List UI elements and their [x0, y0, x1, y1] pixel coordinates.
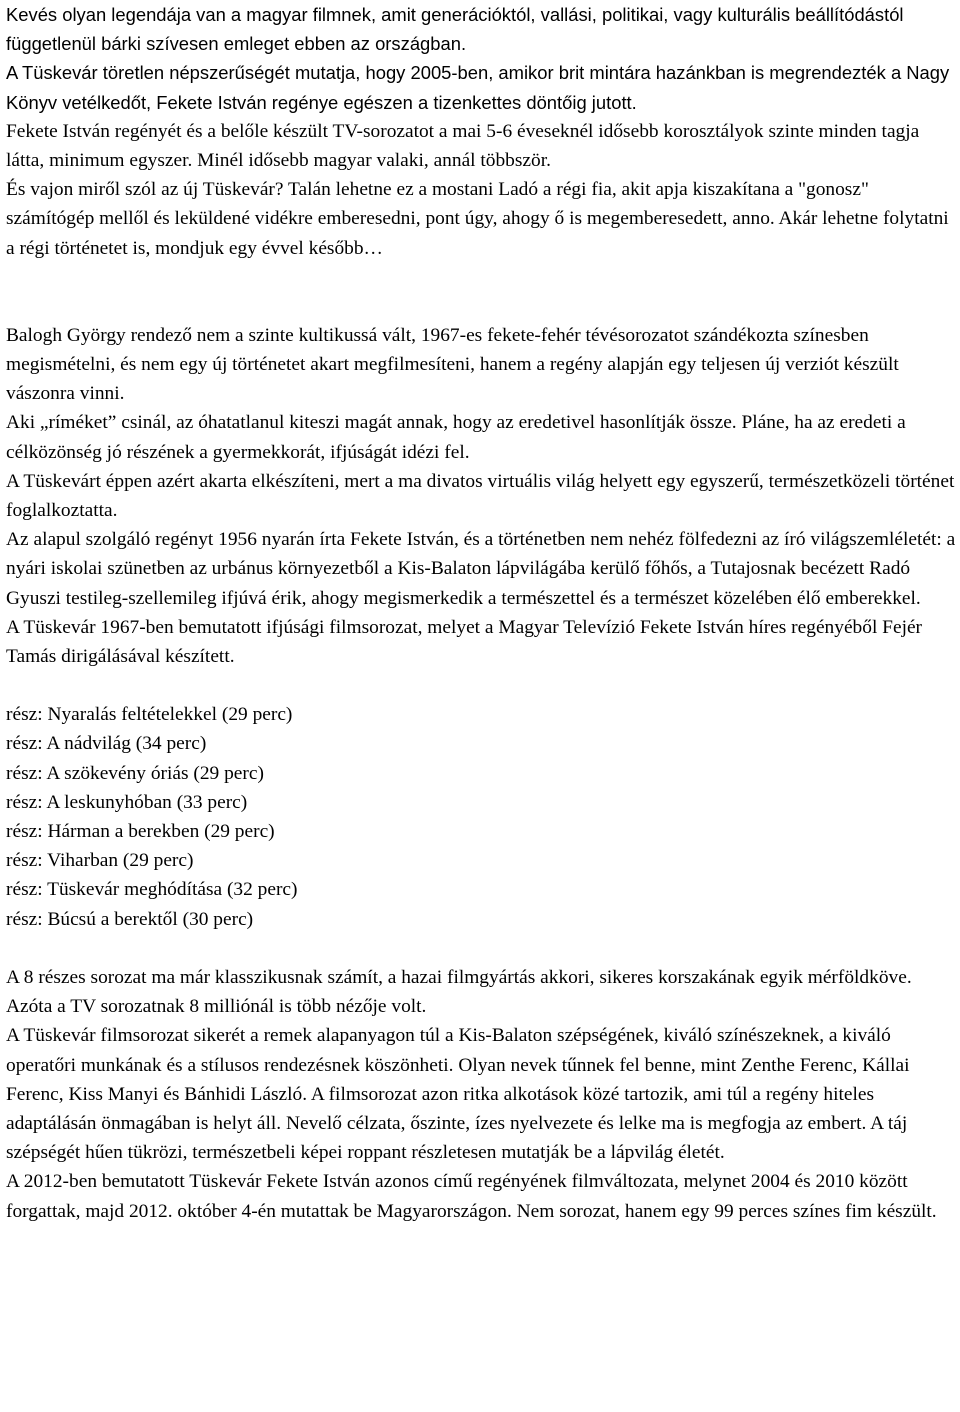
episode-item: rész: Tüskevár meghódítása (32 perc) — [6, 879, 298, 901]
section-spacer — [6, 263, 956, 321]
body-section — [6, 321, 956, 671]
episode-item: rész: A leskunyhóban (33 perc) — [6, 791, 248, 813]
outro-paragraph-3: A 2012-ben bemutatott Tüskevár Fekete István azonos című regényének filmváltozata, melynet 2004 és 2010 között forgattak, majd 2012. október 4-én mutattak be Magyarországon. Nem sorozat, hanem egy 99 perces színes fim készült. — [6, 1171, 937, 1222]
outro-paragraph-2: A Tüskevár filmsorozat sikerét a remek alapanyagon túl a Kis-Balaton szépségének, kiváló színészeknek, a kiváló operatőri munkának és a stílusos rendezésnek köszönheti. Olyan nevek tűnnek fel benne, mint Zenthe Ferenc, Kállai Ferenc, Kiss Manyi és Bánhidi László. A filmsorozat azon ritka alkotások közé tartozik, ami túl a regény hiteles adaptálásán önmagában is helyt áll. Nevelő célzata, őszinte, ízes nyelvezete és lelke ma is megfogja az embert. A táj szépségét hűen tükrözi, természetbeli képei roppant részletesen mutatják be a lápvilág életét. — [6, 1025, 910, 1164]
section-spacer — [6, 934, 956, 963]
body-paragraph-4: Az alapul szolgáló regényt 1956 nyarán írta Fekete István, és a történetben nem nehéz fölfedezni az író világszemléletét: a nyári iskolai szünetben az urbánus környezetből a Kis-Balaton lápvilágába kerülő főhős, a Tutajosnak becézett Radó Gyuszi testileg-szellemileg ifjúvá érik, ahogy megismerkedik a természettel és a természet közelében élő emberekkel. — [6, 529, 956, 609]
intro-paragraph-4: És vajon miről szól az új Tüskevár? Talán lehetne ez a mostani Ladó a régi fia, akit apja kiszakítana a "gonosz" számítógép mellől és leküldené vidékre emberesedni, pont úgy, ahogy ő is megemberesedett, anno. Akár lehetne folytatni a régi történetet is, mondjuk egy évvel később… — [6, 179, 949, 259]
body-paragraph-2: Aki „ríméket” csinál, az óhatatlanul kiteszi magát annak, hogy az eredetivel hasonlítják össze. Pláne, ha az eredeti a célközönség jó részének a gyermekkorát, ifjúságát idézi fel. — [6, 412, 906, 463]
intro-section — [6, 0, 956, 263]
body-paragraph-1: Balogh György rendező nem a szinte kultikussá vált, 1967-es fekete-fehér tévésorozatot szándékozta színesben megismételni, és nem egy új történetet akart megfilmesíteni, hanem a regény alapján egy teljesen új verziót készült vászonra vinni. — [6, 324, 899, 405]
episode-item: rész: Nyaralás feltételekkel (29 perc) — [6, 704, 293, 726]
episode-item: rész: Búcsú a berektől (30 perc) — [6, 908, 254, 930]
document-page — [6, 0, 956, 1226]
body-paragraph-3: A Tüskevárt éppen azért akarta elkészíteni, mert a ma divatos virtuális világ helyett egy egyszerű, természetközeli történet foglalkoztatta. — [6, 470, 955, 522]
episode-item: rész: A nádvilág (34 perc) — [6, 733, 207, 755]
intro-paragraph-3: Fekete István regényét és a belőle készült TV-sorozatot a mai 5-6 éveseknél idősebb korosztályok szinte minden tagja látta, minimum egyszer. Minél idősebb magyar valaki, annál többször. — [6, 120, 920, 172]
intro-paragraph-1: Kevés olyan legendája van a magyar filmnek, amit generációktól, vallási, politikai, vagy kulturális beállítódástól függetlenül bárki szívesen emleget ebben az országban. — [6, 4, 904, 55]
episode-item: rész: Viharban (29 perc) — [6, 850, 194, 872]
intro-paragraph-2: A Tüskevár töretlen népszerűségét mutatja, hogy 2005-ben, amikor brit mintára hazánkban is megrendezték a Nagy Könyv vetélkedőt, Fekete István regénye egészen a tizenkettes döntőig jutott. — [6, 62, 950, 113]
episode-item: rész: Hárman a berekben (29 perc) — [6, 821, 275, 843]
outro-paragraph-1: A 8 részes sorozat ma már klasszikusnak számít, a hazai filmgyártás akkori, sikeres korszakának egyik mérföldköve. Azóta a TV sorozatnak 8 milliónál is több nézője volt. — [6, 966, 912, 1018]
episode-list — [6, 700, 956, 934]
episode-item: rész: A szökevény óriás (29 perc) — [6, 762, 264, 784]
section-spacer — [6, 671, 956, 700]
body-paragraph-5: A Tüskevár 1967-ben bemutatott ifjúsági filmsorozat, melyet a Magyar Televízió Fekete István híres regényéből Fejér Tamás dirigálásával készített. — [6, 616, 923, 668]
outro-section — [6, 963, 956, 1226]
